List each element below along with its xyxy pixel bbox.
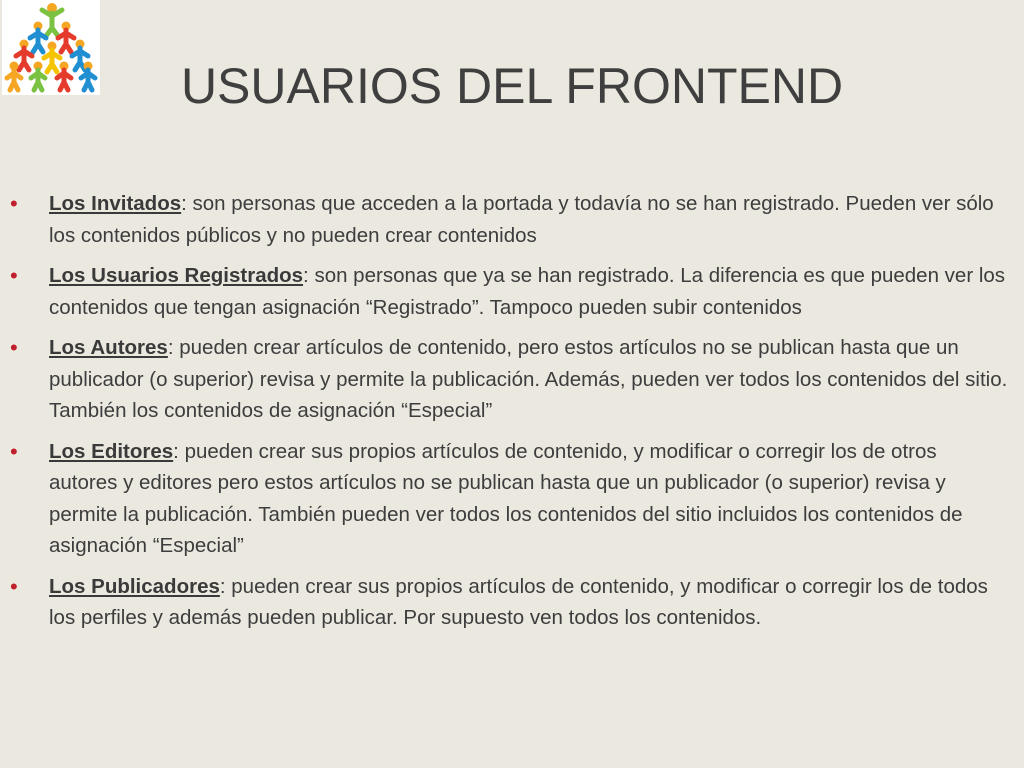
item-text: : pueden crear sus propios artículos de contenido, y modificar o corregir los de todos los perfiles y además pueden publicar. Por supuesto ven todos los contenidos. — [49, 574, 988, 629]
item-text: : pueden crear artículos de contenido, pero estos artículos no se publican hasta que un publicador (o superior) revisa y permite la publicación. Además, pueden ver todos los contenidos del sitio. También los contenidos de asignación “Especial” — [49, 336, 1008, 422]
item-term: Los Usuarios Registrados — [49, 264, 304, 287]
bullet-icon: • — [10, 191, 18, 216]
list-item — [10, 188, 1008, 251]
bullet-icon: • — [10, 438, 18, 464]
bullet-icon: • — [10, 263, 18, 288]
bullet-icon: • — [10, 573, 18, 599]
item-term: Los Invitados — [49, 192, 182, 215]
list-item — [10, 571, 1008, 634]
bullet-list — [10, 188, 1008, 643]
list-item — [10, 260, 1008, 323]
item-term: Los Editores — [49, 439, 174, 463]
bullet-icon: • — [10, 335, 18, 360]
item-text: : pueden crear sus propios artículos de contenido, y modificar o corregir los de otros autores y editores pero estos artículos no se publican hasta que un publicador (o superior) revisa y permite la publicación. También pueden ver todos los contenidos del sitio incluidos los contenidos de asignación “Especial” — [49, 439, 963, 557]
item-term: Los Autores — [49, 336, 168, 359]
item-text: : son personas que ya se han registrado. La diferencia es que pueden ver los contenidos que tengan asignación “Registrado”. Tampoco pueden subir contenidos — [49, 264, 1006, 319]
item-text: : son personas que acceden a la portada y todavía no se han registrado. Pueden ver sólo los contenidos públicos y no pueden crear contenidos — [49, 192, 994, 247]
list-item — [10, 436, 1008, 562]
slide-title: USUARIOS DEL FRONTEND — [180, 58, 844, 114]
list-item — [10, 332, 1008, 427]
item-term: Los Publicadores — [49, 574, 220, 598]
